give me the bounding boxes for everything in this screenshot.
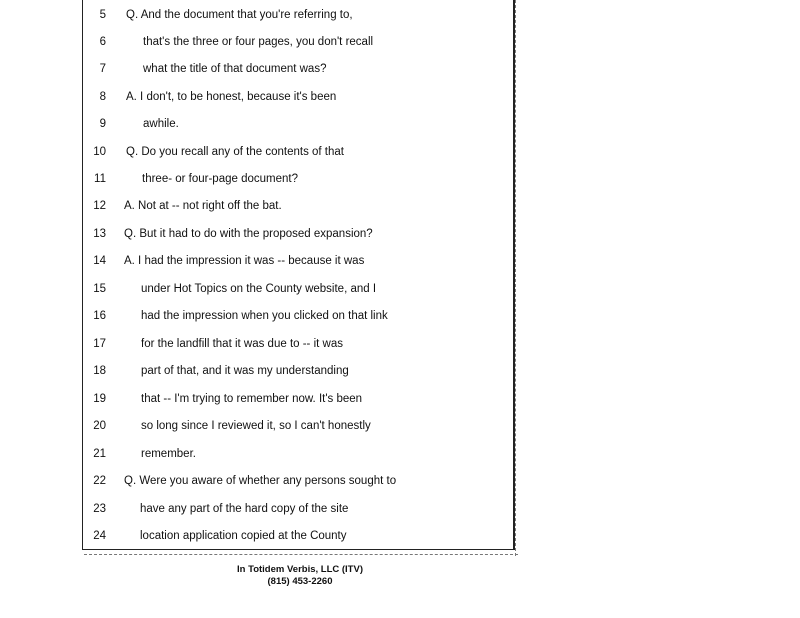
line-number: 14 [93, 255, 106, 267]
transcript-line [0, 224, 515, 244]
line-text: Q. Were you aware of whether any persons sought to [124, 475, 397, 487]
line-text: have any part of the hard copy of the site [140, 503, 349, 515]
line-number: 5 [99, 9, 106, 21]
page-shadow-bottom [84, 551, 518, 555]
transcript-line [0, 389, 515, 409]
transcript-line [0, 142, 515, 162]
transcript-line [0, 279, 515, 299]
line-number: 21 [93, 448, 106, 460]
footer-company: In Totidem Verbis, LLC (ITV) [237, 564, 363, 575]
line-text: for the landfill that it was due to -- it was [141, 338, 343, 350]
transcript-line [0, 306, 515, 326]
line-number: 6 [99, 36, 106, 48]
line-number: 17 [93, 338, 106, 350]
transcript-line [0, 471, 515, 491]
line-number: 22 [93, 475, 106, 487]
footer-phone: (815) 453-2260 [267, 576, 333, 587]
line-number: 16 [93, 310, 106, 322]
line-number: 19 [93, 393, 106, 405]
line-number: 8 [99, 91, 106, 103]
line-text: three- or four-page document? [142, 173, 298, 185]
transcript-page [82, 0, 515, 550]
line-number: 10 [93, 146, 106, 158]
transcript-line [0, 361, 515, 381]
line-text: remember. [141, 448, 196, 460]
line-text: that -- I'm trying to remember now. It's been [141, 393, 363, 405]
line-text: Q. And the document that you're referring to, [126, 9, 353, 21]
transcript-line [0, 32, 515, 52]
transcript-line [0, 251, 515, 271]
line-number: 7 [99, 63, 106, 75]
transcript-line [0, 444, 515, 464]
transcript-line [0, 526, 515, 546]
line-number: 9 [99, 118, 106, 130]
line-number: 12 [93, 200, 106, 212]
line-number: 18 [93, 365, 106, 377]
transcript-line [0, 196, 515, 216]
line-text: so long since I reviewed it, so I can't honestly [141, 420, 371, 432]
transcript-line [0, 87, 515, 107]
page-shadow-right [515, 0, 518, 556]
line-text: part of that, and it was my understanding [141, 365, 349, 377]
transcript-line [0, 114, 515, 134]
line-text: under Hot Topics on the County website, and I [141, 283, 377, 295]
line-text: A. I don't, to be honest, because it's been [126, 91, 337, 103]
line-number: 15 [93, 283, 106, 295]
line-number: 24 [93, 530, 106, 542]
line-text: awhile. [143, 118, 179, 130]
line-text: location application copied at the County [140, 530, 347, 542]
line-number: 23 [93, 503, 106, 515]
line-number: 13 [93, 228, 106, 240]
line-text: A. Not at -- not right off the bat. [124, 200, 282, 212]
line-text: that's the three or four pages, you don't recall [143, 36, 374, 48]
transcript-line [0, 334, 515, 354]
transcript-line [0, 169, 515, 189]
transcript-line [0, 59, 515, 79]
transcript-line [0, 499, 515, 519]
line-text: A. I had the impression it was -- because it was [124, 255, 365, 267]
line-number: 20 [93, 420, 106, 432]
line-number: 11 [94, 173, 106, 185]
line-text: Q. Do you recall any of the contents of that [126, 146, 344, 158]
line-text: Q. But it had to do with the proposed expansion? [124, 228, 373, 240]
line-text: what the title of that document was? [143, 63, 327, 75]
line-text: had the impression when you clicked on that link [141, 310, 388, 322]
transcript-line [0, 5, 515, 25]
transcript-line [0, 416, 515, 436]
